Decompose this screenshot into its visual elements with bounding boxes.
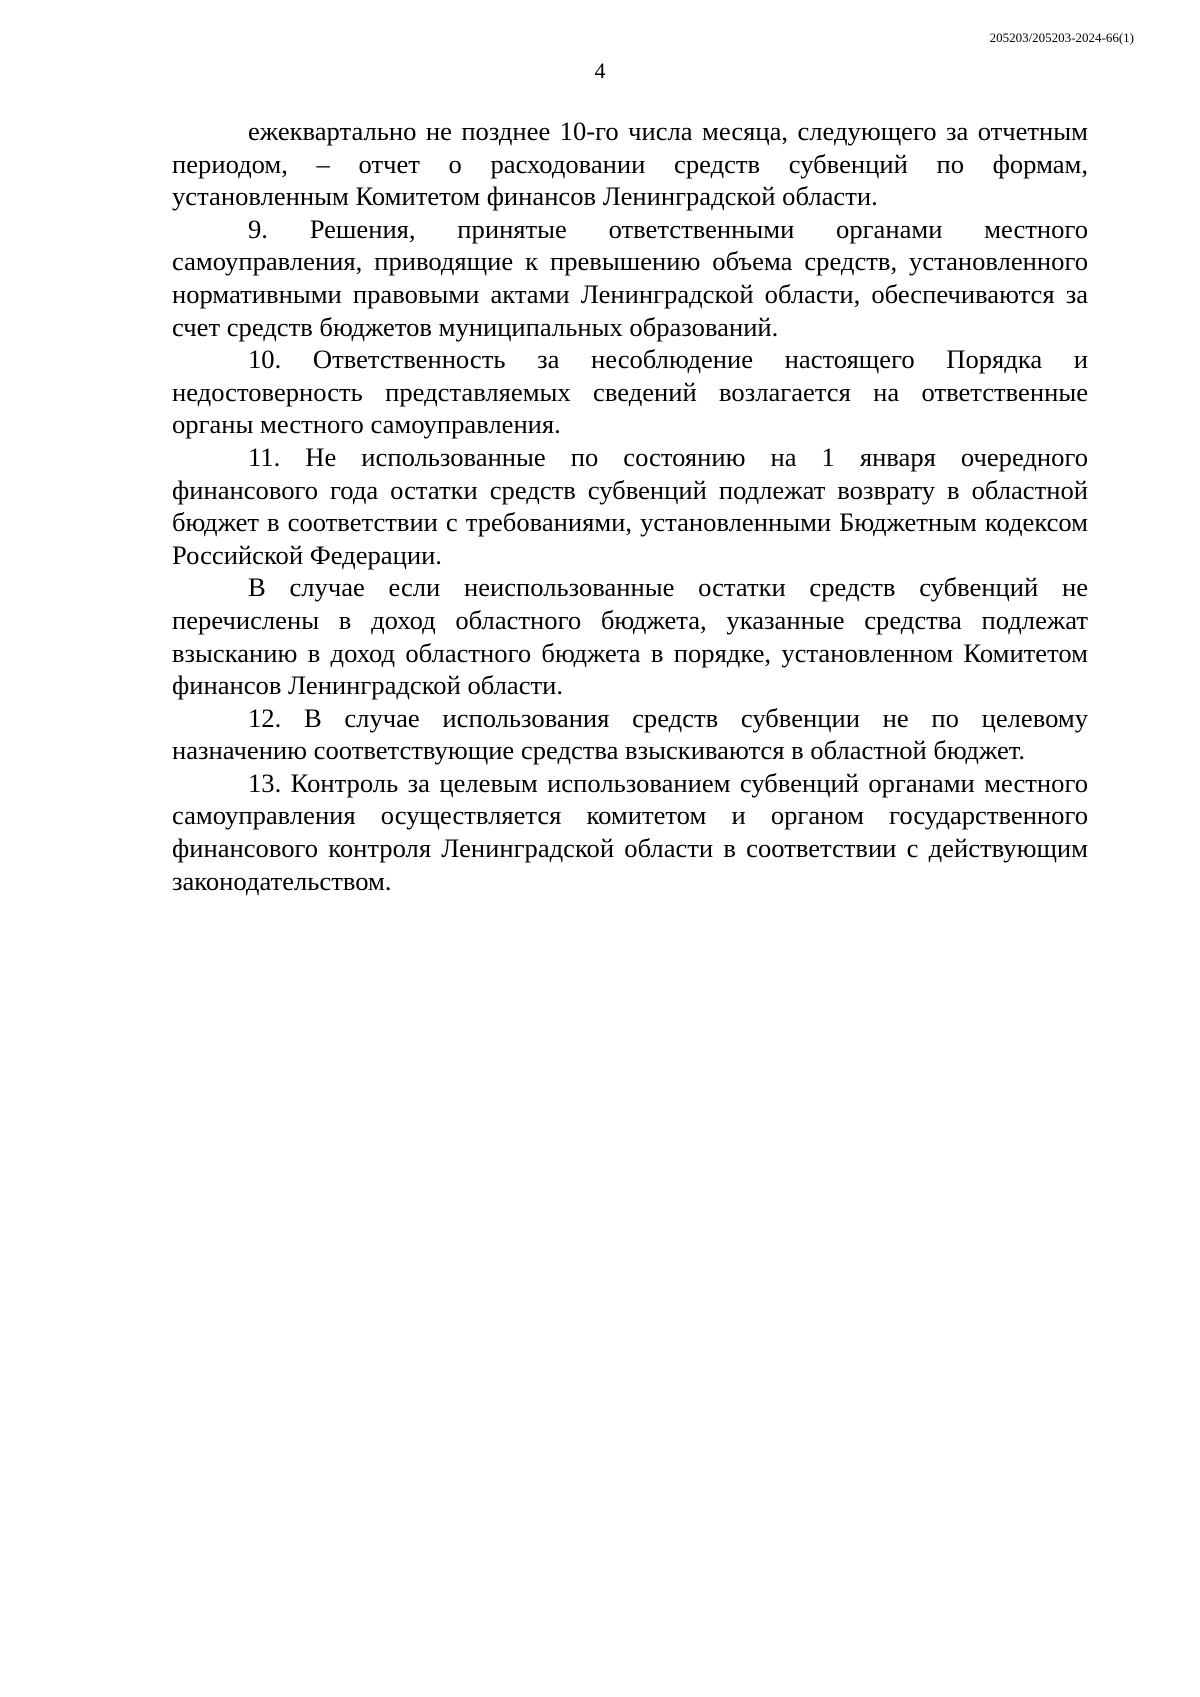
- page-number: 4: [594, 58, 606, 83]
- paragraph-item-10: 10. Ответственность за несоблюдение настоящего Порядка и недостоверность представляемых сведений возлагается на ответственные органы местного самоуправления.: [172, 344, 1088, 440]
- paragraph-unreturned-balances: В случае если неиспользованные остатки средств субвенций не перечислены в доход областного бюджета, указанные средства подлежат взысканию в доход областного бюджета в порядке, установленном Комитетом финансов Ленинградской области.: [172, 572, 1088, 701]
- paragraph-item-9: 9. Решения, принятые ответственными органами местного самоуправления, приводящие к превышению объема средств, установленного нормативными правовыми актами Ленинградской области, обеспечиваются за счет средств бюджетов муниципальных образований.: [172, 213, 1088, 342]
- document-id: 205203/205203-2024-66(1): [989, 30, 1134, 45]
- paragraph-item-11: 11. Не использованные по состоянию на 1 января очередного финансового года остатки средств субвенций подлежат возврату в областной бюджет в соответствии с требованиями, установленными Бюджетным кодексом Российской Федерации.: [172, 441, 1088, 570]
- paragraph-item-12: 12. В случае использования средств субвенции не по целевому назначению соответствующие средства взыскиваются в областной бюджет.: [172, 702, 1088, 766]
- paragraph-quarterly-report: ежеквартально не позднее 10-го числа месяца, следующего за отчетным периодом, – отчет о расходовании средств субвенций по формам, установленным Комитетом финансов Ленинградской области.: [172, 116, 1088, 212]
- document-body: [172, 115, 1088, 897]
- paragraph-item-13: 13. Контроль за целевым использованием субвенций органами местного самоуправления осуществляется комитетом и органом государственного финансового контроля Ленинградской области в соответствии с действующим законодательством.: [172, 767, 1088, 896]
